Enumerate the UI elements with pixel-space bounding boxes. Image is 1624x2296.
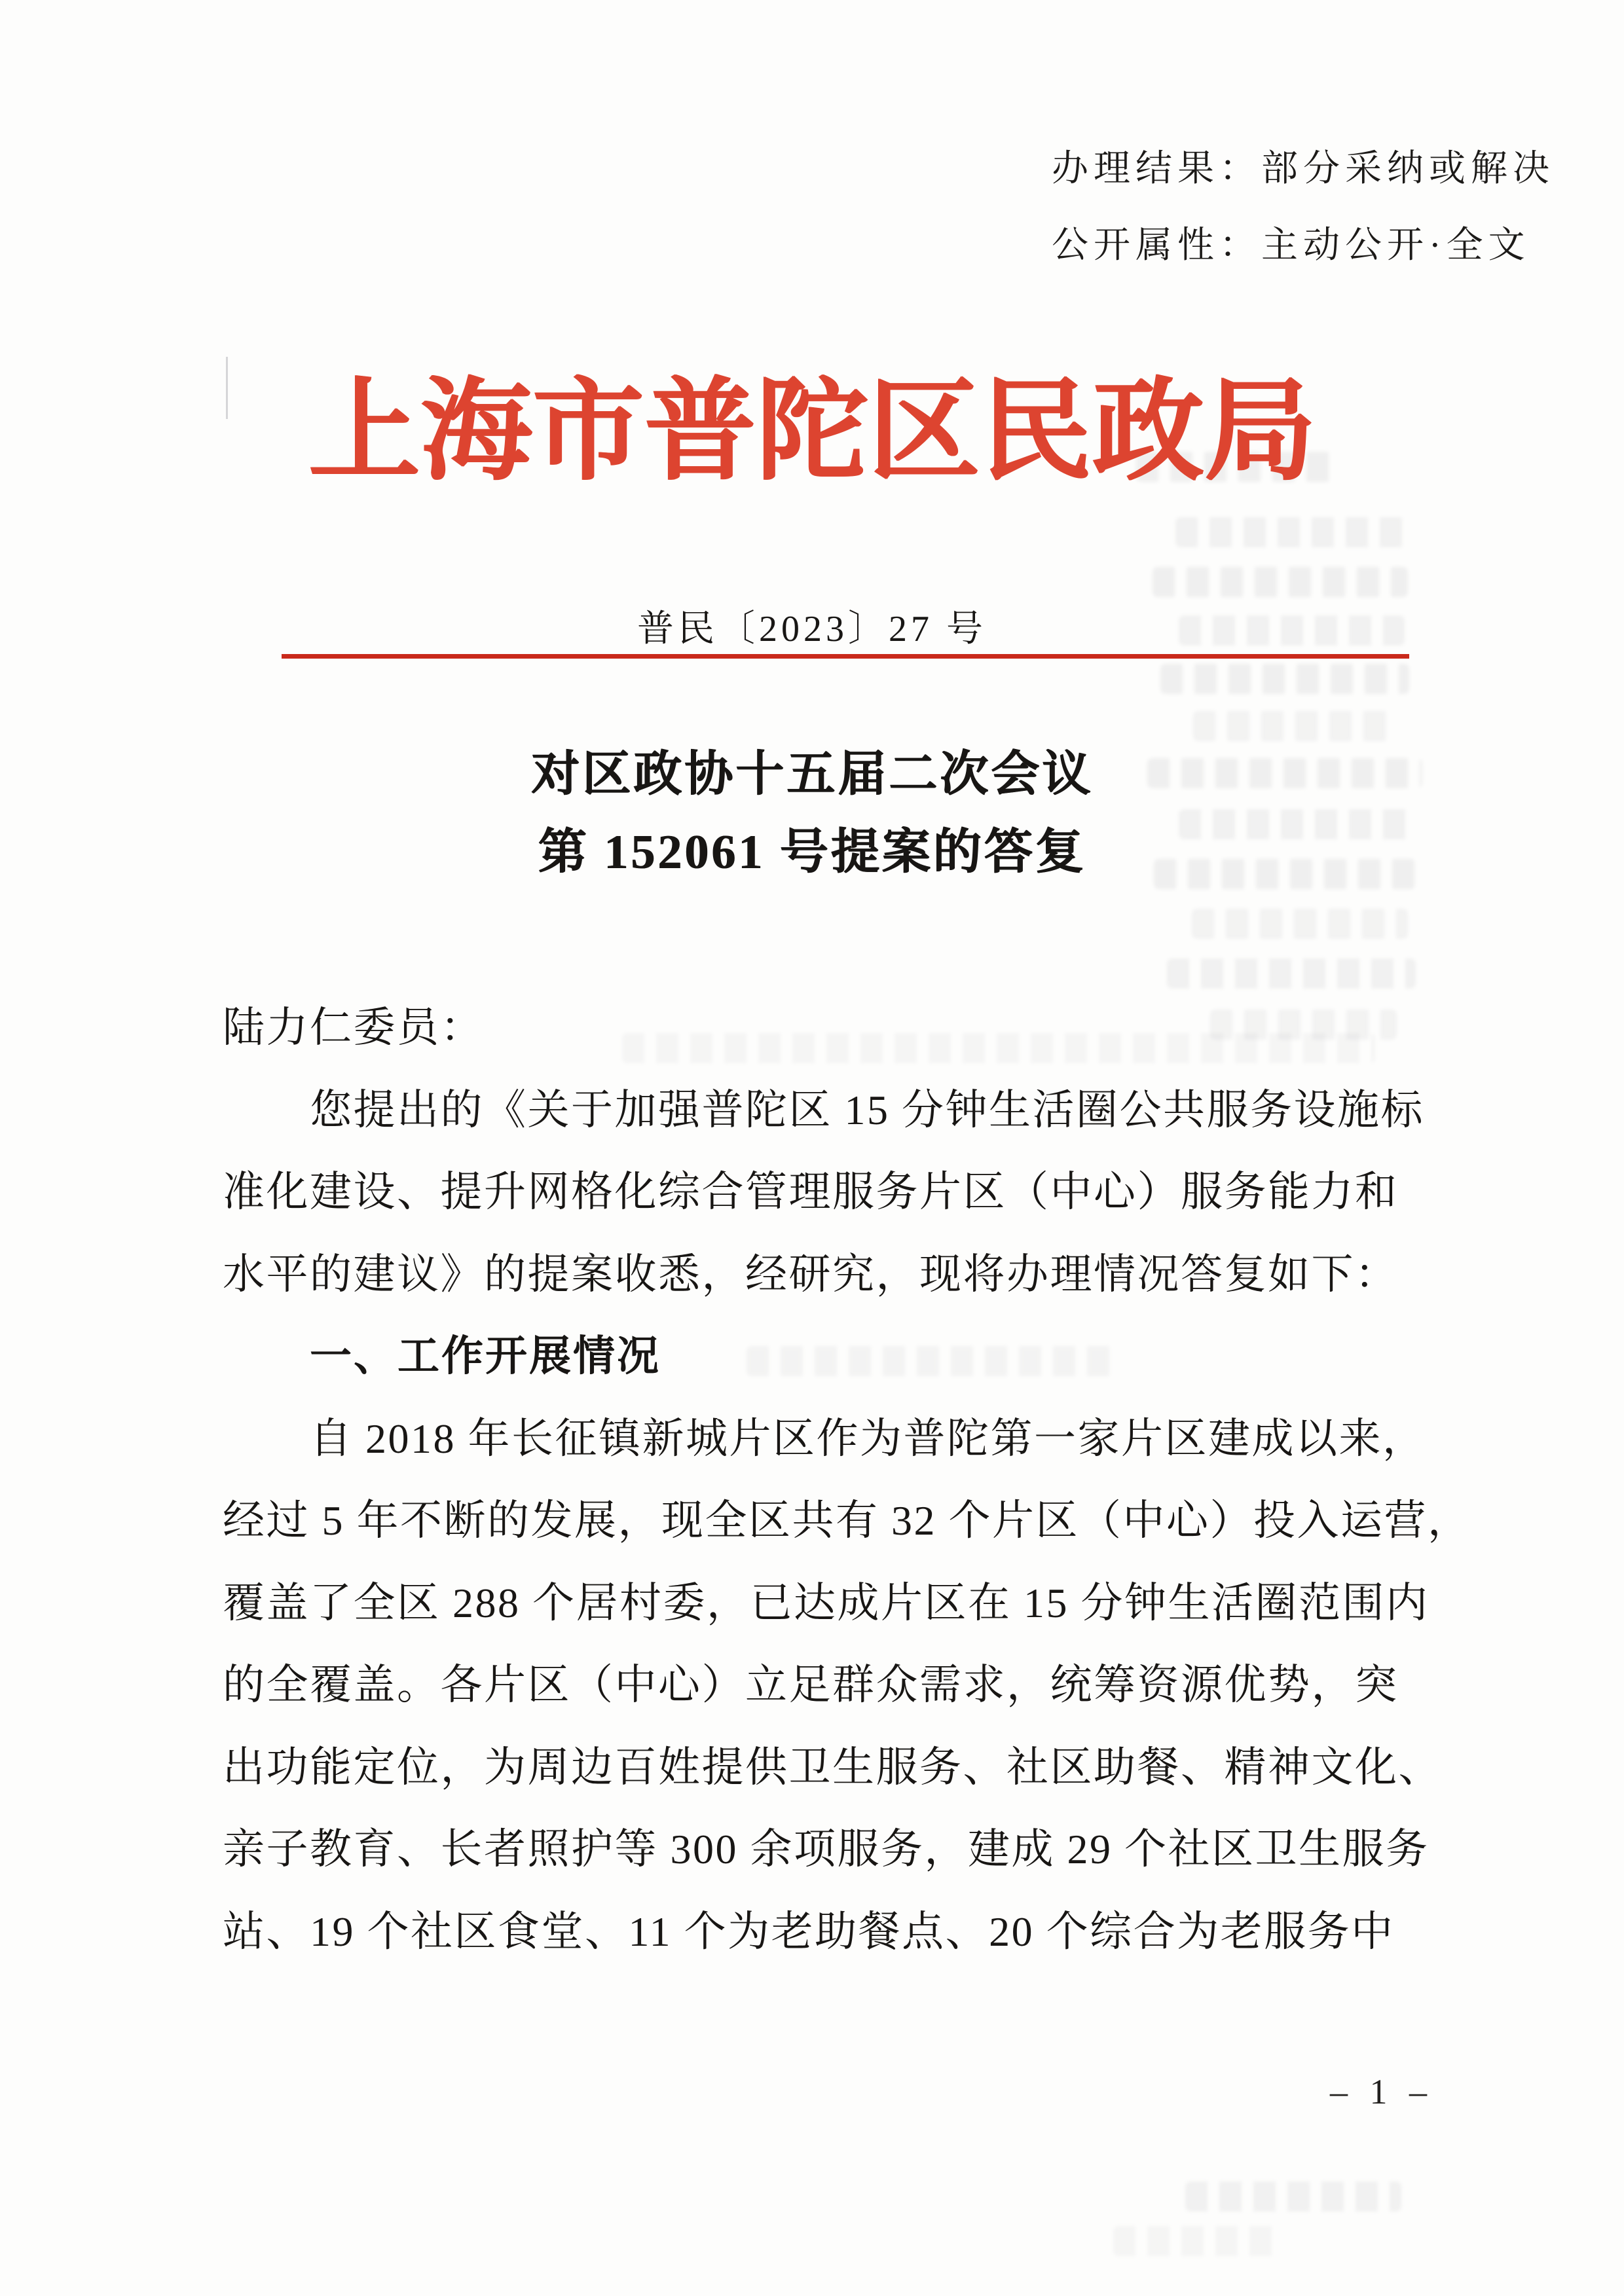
bleedthrough-smudge [1160, 664, 1409, 694]
publicity-attribute: 公开属性：主动公开·全文 [1052, 225, 1530, 266]
body-line: 陆力仁委员： [223, 1004, 484, 1051]
bleedthrough-smudge [1153, 567, 1408, 597]
processing-annotations [1052, 131, 1555, 284]
body-line: 准化建设、提升网格化综合管理服务片区（中心）服务能力和 [223, 1169, 1399, 1215]
section-heading: 一、工作开展情况 [310, 1332, 661, 1379]
agency-name: 上海市普陀区民政局 [308, 371, 1316, 494]
body-line: 覆盖了全区 288 个居村委，已达成片区在 15 分钟生活圈范围内 [223, 1579, 1430, 1626]
processing-result: 办理结果：部分采纳或解决 [1052, 149, 1555, 189]
body-line: 自 2018 年长征镇新城片区作为普陀第一家片区建成以来， [310, 1415, 1426, 1462]
red-divider [282, 654, 1409, 659]
doc-number: 普民〔2023〕27 号 [637, 609, 987, 649]
body-line: 出功能定位，为周边百姓提供卫生服务、社区助餐、精神文化、 [223, 1743, 1442, 1791]
bleedthrough-smudge [1185, 2181, 1401, 2212]
bleedthrough-smudge [1113, 2226, 1283, 2256]
bleedthrough-smudge [1167, 958, 1416, 989]
body-line: 亲子教育、长者照护等 300 余项服务，建成 29 个社区卫生服务 [223, 1826, 1430, 1872]
body-line: 水平的建议》的提案收悉，经研究，现将办理情况答复如下： [223, 1250, 1399, 1298]
body-line: 的全覆盖。各片区（中心）立足群众需求，统筹资源优势，突 [223, 1662, 1399, 1708]
bleedthrough-smudge [1192, 909, 1408, 939]
document-title [0, 736, 1624, 892]
body-text [223, 987, 1471, 1973]
document-title-line1: 对区政协十五届二次会议 [531, 748, 1093, 801]
body-line: 站、19 个社区食堂、11 个为老助餐点、20 个综合为老服务中 [223, 1908, 1395, 1955]
body-line: 经过 5 年不断的发展，现全区共有 32 个片区（中心）投入运营， [223, 1497, 1471, 1544]
body-line: 您提出的《关于加强普陀区 15 分钟生活圈公共服务设施标 [310, 1086, 1424, 1133]
document-title-line2: 第 152061 号提案的答复 [538, 826, 1086, 879]
page-number: – 1 – [1330, 2072, 1433, 2111]
bleedthrough-smudge [1175, 517, 1405, 547]
